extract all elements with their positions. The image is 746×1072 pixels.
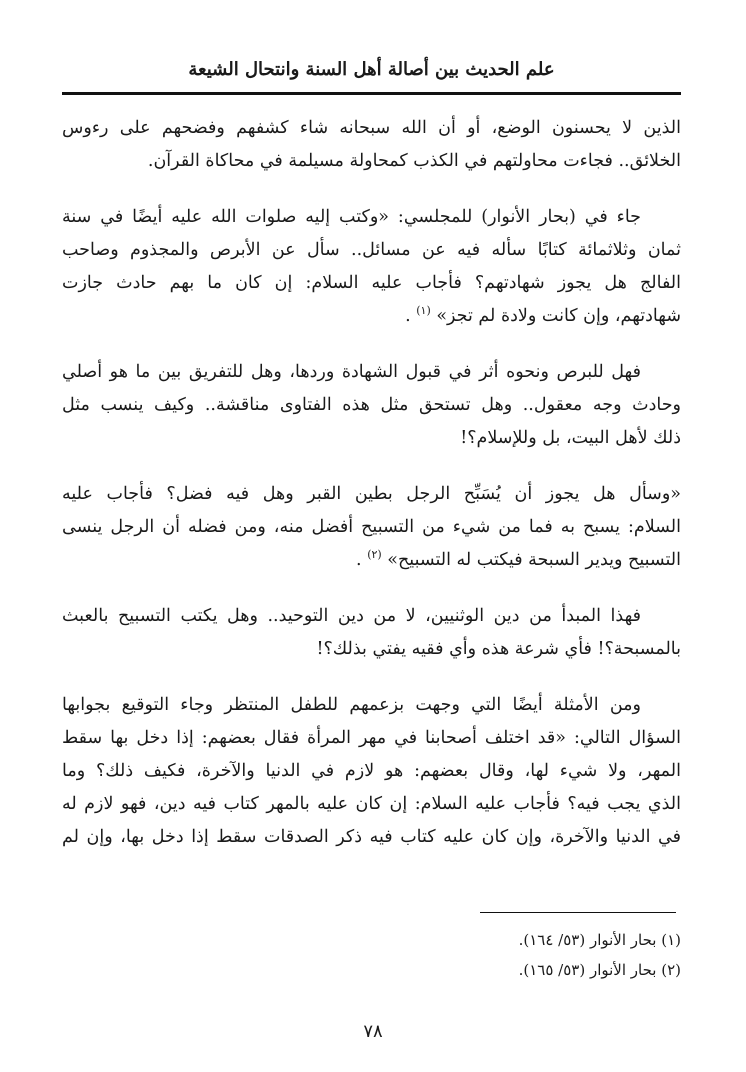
text-line: «وسأل هل يجوز أن يُسَبِّح الرجل بطين القبر وهل فيه فضل؟ فأجاب عليه — [62, 484, 681, 504]
text-line: السؤال التالي: «قد اختلف أصحابنا في مهر المرأة فقال بعضهم: إذا دخل بها سقط — [62, 728, 681, 748]
text-line: ثمان وثلاثمائة كتابًا سأله فيه عن مسائل.. سأل عن الأبرص والمجذوم وصاحب — [62, 240, 681, 260]
paragraph — [62, 112, 681, 178]
page-number: ٧٨ — [363, 1021, 383, 1042]
line-tail: . — [405, 306, 411, 326]
text-line: وحادث وجه معقول.. وهل تستحق مثل هذه الفتاوى مناقشة.. وكيف ينسب مثل — [62, 395, 681, 415]
running-header: علم الحديث بين أصالة أهل السنة وانتحال الشيعة — [188, 59, 555, 80]
footnotes — [62, 925, 681, 985]
paragraph — [62, 689, 681, 854]
text-line: فهذا المبدأ من دين الوثنيين، لا من دين التوحيد.. وهل يكتب التسبيح بالعبث — [62, 606, 641, 626]
paragraph — [62, 201, 681, 333]
line-tail: . — [356, 550, 362, 570]
text-line: الفالج هل يجوز شهادتهم؟ فأجاب عليه السلام: إن كان ما بهم حادث جازت — [62, 273, 681, 293]
paragraph — [62, 356, 681, 455]
footnote-rule — [480, 912, 676, 913]
paragraph — [62, 478, 681, 577]
text-line: المهر، ولا شيء لها، وقال بعضهم: هو لازم في الدنيا والآخرة، فكيف ذلك؟ وما — [62, 761, 681, 781]
footnote-ref: (٢) — [367, 548, 382, 562]
paragraph — [62, 600, 681, 666]
footnote: (٢) بحار الأنوار (٥٣/ ١٦٥). — [518, 961, 681, 979]
footnote: (١) بحار الأنوار (٥٣/ ١٦٤). — [518, 931, 681, 949]
text-line: جاء في (بحار الأنوار) للمجلسي: «وكتب إليه صلوات الله عليه أيضًا في سنة — [62, 207, 641, 227]
text-line: في الدنيا والآخرة، وإن كان عليه كتاب فيه ذكر الصدقات سقط إذا دخل بها، وإن لم — [62, 827, 681, 847]
text-line: بالمسبحة؟! فأي شرعة هذه وأي فقيه يفتي بذلك؟! — [316, 639, 681, 659]
line-text: شهادتهم، وإن كانت ولادة لم تجز» — [436, 306, 681, 326]
body-text — [62, 112, 681, 854]
text-line — [62, 544, 681, 577]
text-line: الخلائق.. فجاءت محاولتهم في الكذب كمحاولة مسيلمة في محاكاة القرآن. — [147, 151, 681, 171]
text-line: الذين لا يحسنون الوضع، أو أن الله سبحانه شاء كشفهم وفضحهم على رءوس — [62, 118, 681, 138]
text-line: ذلك لأهل البيت، بل وللإسلام؟! — [460, 428, 681, 448]
line-text: التسبيح ويدير السبحة فيكتب له التسبيح» — [387, 550, 681, 570]
header-rule — [62, 92, 681, 95]
text-line — [62, 300, 681, 333]
text-line: ومن الأمثلة أيضًا التي وجهت بزعمهم للطفل المنتظر وجاء التوقيع بجوابها — [62, 695, 641, 715]
footnote-ref: (١) — [416, 304, 431, 318]
text-line: السلام: يسبح به فما من شيء من التسبيح أفضل منه، ومن فضله أن الرجل ينسى — [62, 517, 681, 537]
text-line: الذي يجب فيه؟ فأجاب عليه السلام: إن كان عليه بالمهر كتاب فيه دين، فهو لازم له — [62, 794, 681, 814]
text-line: فهل للبرص ونحوه أثر في قبول الشهادة وردها، وهل للتفريق بين ما هو أصلي — [62, 362, 641, 382]
